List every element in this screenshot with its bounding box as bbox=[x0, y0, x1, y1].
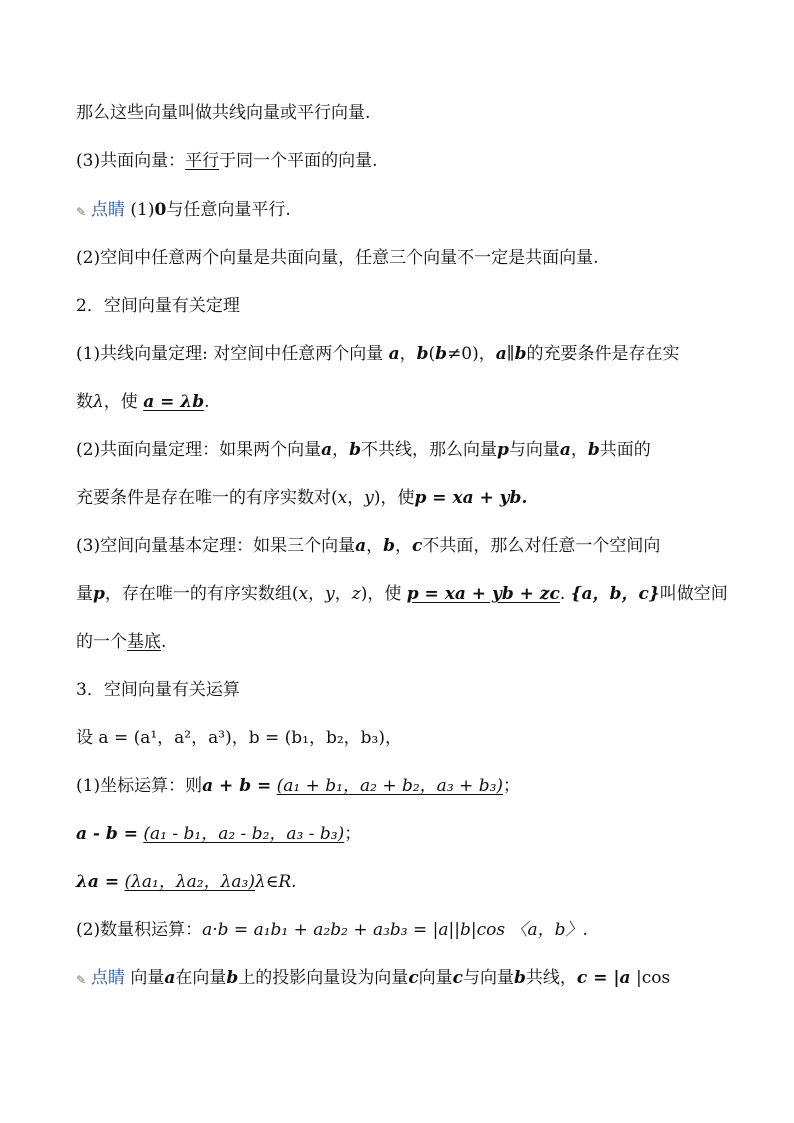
tip-label: 点睛 bbox=[91, 968, 125, 988]
text: 不共面，那么对任意一个空间向 bbox=[422, 536, 661, 556]
dot-product-line bbox=[76, 919, 726, 941]
basis-set: {a，b，c} bbox=[570, 584, 660, 604]
text: (3)共面向量： bbox=[76, 151, 186, 171]
vector-a: a bbox=[164, 968, 176, 988]
text: λ∈R. bbox=[254, 872, 297, 892]
text: (3)空间向量基本定理：如果三个向量 bbox=[76, 536, 356, 556]
text: ， bbox=[570, 440, 588, 460]
vector-b: b bbox=[514, 968, 526, 988]
text: 共线， bbox=[525, 968, 577, 988]
text: 与向量 bbox=[463, 968, 515, 988]
setup-line: 设 a = (a¹，a²，a³)，b = (b₁，b₂，b₃)， bbox=[76, 728, 402, 748]
scalar-multiplication-line bbox=[76, 871, 726, 893]
vector-c: c bbox=[412, 536, 423, 556]
vector-b: b bbox=[514, 344, 527, 364]
text: ； bbox=[503, 776, 521, 796]
var-y: y bbox=[325, 584, 335, 604]
text: ，使 bbox=[103, 392, 138, 412]
parallel-symbol: ∥ bbox=[506, 344, 515, 364]
text: ， bbox=[395, 536, 412, 556]
underlined-answer: 基底 bbox=[127, 632, 161, 652]
text: )，使 bbox=[360, 584, 402, 604]
expression: a·b = a₁b₁ + a₂b₂ + a₃b₃ = |a||b|cos 〈a，b〉. bbox=[202, 920, 588, 940]
text: 在向量 bbox=[175, 968, 227, 988]
vector-a: a bbox=[495, 344, 507, 364]
zero-vector: 0 bbox=[154, 200, 167, 220]
text: 充要条件是存在唯一的有序实数对( bbox=[76, 488, 338, 508]
vector-b: b bbox=[383, 536, 395, 556]
coplanar-theorem-line-2 bbox=[76, 487, 726, 509]
text: 叫做空间 bbox=[659, 584, 728, 604]
expression: a + b = bbox=[202, 776, 272, 796]
vector-b: b bbox=[349, 440, 361, 460]
vector-b: b bbox=[226, 968, 239, 988]
text: 的一个 bbox=[76, 632, 127, 652]
coplanar-vectors-definition bbox=[76, 150, 726, 172]
text: ， bbox=[347, 488, 365, 508]
text: (2)数量积运算： bbox=[76, 920, 203, 940]
text: ， bbox=[399, 344, 417, 364]
vector-c: c bbox=[452, 968, 464, 988]
vector-a: a bbox=[559, 440, 571, 460]
vector-p: p bbox=[497, 440, 509, 460]
vector-a: a bbox=[321, 440, 333, 460]
text: . bbox=[204, 392, 210, 412]
text: 向量 bbox=[418, 968, 453, 988]
expression: c = |a bbox=[576, 968, 631, 988]
text: . bbox=[161, 632, 167, 652]
basis-theorem-line-2 bbox=[76, 583, 726, 605]
text: |cos bbox=[635, 968, 671, 988]
text: 数 bbox=[76, 392, 93, 412]
expression: λa = bbox=[76, 872, 120, 892]
text: 共面的 bbox=[599, 440, 651, 460]
vector-p: p bbox=[93, 584, 105, 604]
var-x: x bbox=[337, 488, 348, 508]
coplanar-theorem-line bbox=[76, 439, 726, 461]
vector-c: c bbox=[408, 968, 419, 988]
collinear-theorem-line-2 bbox=[76, 391, 726, 413]
underlined-answer: a = λb bbox=[143, 392, 205, 412]
basis-theorem-line bbox=[76, 535, 726, 557]
text: ，存在唯一的有序实数组( bbox=[104, 584, 299, 604]
addition-line bbox=[76, 775, 726, 797]
underlined-answer: 平行 bbox=[185, 151, 220, 171]
text: 于同一个平面的向量. bbox=[219, 151, 378, 171]
text: 向量 bbox=[130, 968, 165, 988]
var-x: x bbox=[298, 584, 309, 604]
text: ， bbox=[332, 440, 350, 460]
text-line-4: (2)空间中任意两个向量是共面向量，任意三个向量不一定是共面向量. bbox=[76, 248, 599, 268]
subtraction-line bbox=[76, 823, 726, 845]
tip-label: 点睛 bbox=[91, 200, 125, 220]
underlined-answer: (a₁ - b₁，a₂ - b₂，a₃ - b₃) bbox=[143, 824, 345, 844]
vector-b: b bbox=[587, 440, 600, 460]
underlined-answer: (λa₁，λa₂，λa₃) bbox=[124, 872, 255, 892]
text: ， bbox=[366, 536, 384, 556]
basis-line-3 bbox=[76, 631, 726, 653]
vector-a: a bbox=[355, 536, 367, 556]
pencil-icon: ✎ bbox=[76, 973, 87, 987]
text: (2)共面向量定理：如果两个向量 bbox=[76, 440, 322, 460]
var-y: y bbox=[364, 488, 374, 508]
underlined-answer: (a₁ + b₁，a₂ + b₂，a₃ + b₃) bbox=[276, 776, 504, 796]
text: 不共线，那么向量 bbox=[361, 440, 497, 460]
text: (1)共线向量定理: 对空间中任意两个向量 bbox=[76, 344, 384, 364]
collinear-theorem-line bbox=[76, 343, 726, 365]
text: 上的投影向量设为向量 bbox=[238, 968, 409, 988]
text: 的充要条件是存在实 bbox=[526, 344, 680, 364]
var-z: z bbox=[351, 584, 361, 604]
tip-line-1 bbox=[76, 199, 726, 221]
text: (1) bbox=[130, 200, 155, 220]
text: 量 bbox=[76, 584, 93, 604]
expression: a - b = bbox=[76, 824, 138, 844]
tip-line-2 bbox=[76, 967, 726, 989]
lambda: λ bbox=[93, 392, 104, 412]
text: ( bbox=[428, 344, 436, 364]
text-line-1: 那么这些向量叫做共线向量或平行向量. bbox=[76, 103, 371, 123]
text: ≠0)， bbox=[447, 344, 496, 364]
text: )，使 bbox=[373, 488, 415, 508]
vector-b: b bbox=[435, 344, 448, 364]
section-heading-3: 3．空间向量有关运算 bbox=[76, 680, 240, 700]
text: (1)坐标运算：则 bbox=[76, 776, 203, 796]
equation: p = xa + yb. bbox=[414, 488, 528, 508]
text: ， bbox=[334, 584, 352, 604]
text: 与向量 bbox=[508, 440, 560, 460]
text: . bbox=[559, 584, 566, 604]
vector-a: a bbox=[388, 344, 400, 364]
pencil-icon: ✎ bbox=[76, 205, 87, 219]
underlined-answer: p = xa + yb + zc bbox=[406, 584, 560, 604]
section-heading-2: 2．空间向量有关定理 bbox=[76, 296, 240, 316]
vector-b: b bbox=[416, 344, 429, 364]
text: ， bbox=[308, 584, 326, 604]
text: 与任意向量平行. bbox=[166, 200, 291, 220]
text: ； bbox=[344, 824, 362, 844]
